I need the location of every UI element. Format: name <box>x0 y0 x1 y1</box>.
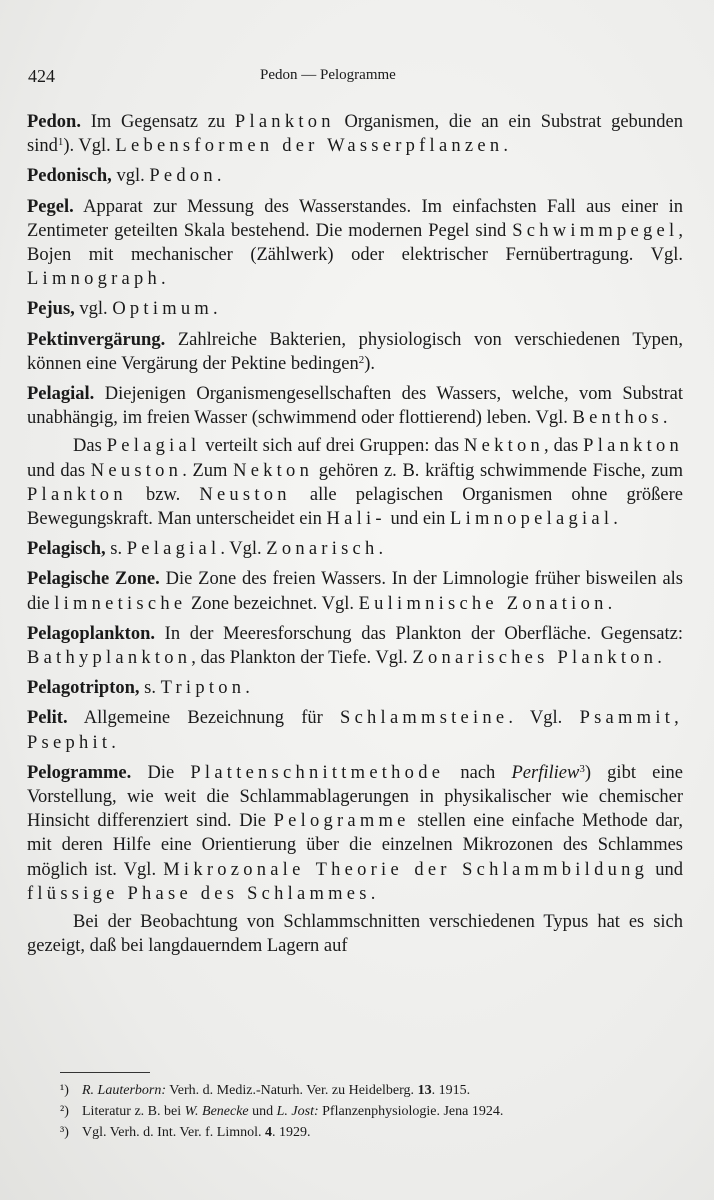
spaced-term: Zonarisches Plankton <box>412 648 658 669</box>
spaced-term: flüssige Phase des Schlammes <box>27 883 371 904</box>
text-run: L. Jost: <box>276 1104 319 1119</box>
text-run: Im Gegensatz zu <box>80 112 235 132</box>
text-run: stellen eine einfache Methode dar, mit deren Hilfe eine Orientierung über die einzelnen Mikrozonen des Schlammes möglich ist. Vgl. <box>27 811 683 880</box>
dictionary-entry <box>27 110 683 158</box>
text-run: . Vgl. <box>508 708 580 729</box>
text-run: und <box>648 859 684 880</box>
text-run: . <box>370 883 376 904</box>
text-run: . Vgl. <box>220 539 267 560</box>
text-run: , das <box>544 436 584 457</box>
spaced-term: Lebensformen der Wasserpflanzen <box>115 136 504 157</box>
text-run: . <box>213 299 218 320</box>
entry-term: Pejus, <box>27 299 75 320</box>
footnote-ref: 3 <box>579 762 585 775</box>
entry-term: Pelagotripton, <box>27 678 140 699</box>
spaced-term: Neuston <box>199 484 291 505</box>
dictionary-entry <box>27 567 683 615</box>
text-run: verteilt sich auf drei Gruppen: das <box>200 436 465 457</box>
footnote-mark: ¹) <box>60 1083 69 1098</box>
entry-term: Pektinvergärung. <box>27 329 166 350</box>
text-run: ) gibt eine Vorstellung, wie weit die Schlammablagerungen in physikalischer wie chemischer Hinsicht differenziert sind. Die <box>27 762 683 832</box>
entry-term: Pelit. <box>27 708 68 729</box>
text-run: Bei der Beobachtung von Schlammschnitten verschiedenen Typus hat es sich gezeigt, daß bei langdauerndem Lagern auf <box>27 912 683 957</box>
text-run: Organismen, die an ein Substrat gebunden sind <box>27 112 683 157</box>
text-run: s. <box>105 539 127 560</box>
footnote <box>60 1122 690 1143</box>
entry-term: Pedonisch, <box>27 166 112 187</box>
footnote-mark: ³) <box>60 1125 69 1140</box>
footnote-divider <box>60 1072 150 1073</box>
spaced-term: Hali- <box>326 509 386 530</box>
footnote-mark: ²) <box>60 1104 69 1119</box>
text-run: Literatur z. B. bei <box>82 1104 185 1119</box>
footnote <box>60 1080 690 1101</box>
spaced-term: Plankton <box>583 436 683 457</box>
dictionary-entry <box>27 164 683 188</box>
spaced-term: Nekton <box>233 460 314 481</box>
text-run: Die Zone des freien Wassers. In der Limnologie früher bisweilen als die <box>27 569 684 614</box>
text-run: . <box>503 136 508 157</box>
text-run: , Bojen mit mechanischer (Zählwerk) oder elektrischer Fernübertragung. Vgl. <box>27 220 683 266</box>
entry-term: Pelagial. <box>27 384 95 405</box>
text-run: nach <box>444 762 512 783</box>
text-run: . Zum <box>182 460 234 481</box>
dictionary-entry <box>27 676 683 700</box>
text-run: . <box>607 593 613 614</box>
spaced-term: Pelagial <box>126 539 221 560</box>
footnote <box>60 1101 690 1122</box>
text-run: . 1929. <box>272 1125 311 1140</box>
text-run: Die <box>131 762 191 783</box>
text-run: ). Vgl. <box>63 136 116 157</box>
text-run: Zahlreiche Bakterien, physiologisch von verschiedenen Typen, können eine Vergärung der Pektine bedingen <box>27 329 683 374</box>
spaced-term: Limnopelagial <box>450 509 614 530</box>
text-run: . <box>613 509 618 530</box>
dictionary-entry <box>27 537 683 561</box>
text-run: s. <box>139 678 161 699</box>
text-run: . <box>378 539 384 560</box>
dictionary-entry <box>27 382 683 430</box>
text-run: gehören z. B. kräftig schwimmende Fische, zum <box>313 460 683 481</box>
spaced-term: Psammit, Psephit <box>27 708 683 753</box>
spaced-term: Neuston <box>90 460 183 481</box>
text-run: Pflanzenphysiologie. Jena 1924. <box>318 1104 504 1119</box>
text-run: und <box>248 1104 277 1119</box>
text-run: vgl. <box>74 299 113 320</box>
dictionary-entry <box>27 297 683 321</box>
spaced-term: Schwimmpegel <box>512 220 679 241</box>
spaced-term: Plattenschnittmethode <box>190 762 445 783</box>
spaced-term: Plankton <box>27 484 127 505</box>
text-run: . <box>657 648 662 669</box>
spaced-term: Tripton <box>160 678 246 699</box>
text-run: vgl. <box>111 166 150 187</box>
text-run: W. Benecke <box>184 1104 249 1119</box>
spaced-term: Eulimnische Zonation <box>358 593 608 614</box>
spaced-term: Plankton <box>234 112 335 132</box>
spaced-term: limnetische <box>54 593 187 614</box>
text-run: . <box>216 166 222 187</box>
text-run: bzw. <box>126 484 200 505</box>
text-run: . <box>111 732 116 753</box>
spaced-term: Benthos <box>572 408 663 429</box>
text-run: und ein <box>385 509 451 530</box>
spaced-term: Schlammsteine <box>340 708 509 729</box>
spaced-term: Limnograph <box>27 269 162 290</box>
footnotes <box>60 1080 690 1143</box>
text-run: Diejenigen Organismengesellschaften des Wassers, welche, vom Substrat unabhängig, im freien Wasser (schwimmend oder flottierend) leben. Vgl. <box>27 384 683 429</box>
text-run: . 1915. <box>431 1083 471 1098</box>
dictionary-entries <box>27 110 683 963</box>
text-run: Das <box>73 436 107 457</box>
text-run: Verh. d. Mediz.-Naturh. Ver. zu Heidelberg. <box>166 1083 418 1098</box>
entry-term: Pelagoplankton. <box>27 623 155 644</box>
entry-term: Pelagische Zone. <box>27 569 160 590</box>
text-run: . <box>245 678 250 699</box>
footnote-ref: 1 <box>57 136 64 149</box>
text-run: ). <box>364 353 376 374</box>
text-run: , das Plankton der Tiefe. Vgl. <box>191 648 413 669</box>
text-run: 4 <box>265 1125 273 1140</box>
spaced-term: Bathyplankton <box>27 648 192 669</box>
text-run: R. Lauterborn: <box>82 1083 166 1098</box>
text-run: . <box>161 269 166 290</box>
spaced-term: Optimum <box>112 299 214 320</box>
text-run: 13 <box>417 1083 432 1098</box>
entry-term: Pegel. <box>27 196 74 217</box>
page-header <box>28 66 684 90</box>
dictionary-entry <box>27 195 683 292</box>
text-run: Perfiliew <box>511 762 580 783</box>
dictionary-entry <box>27 622 683 670</box>
spaced-term: Mikrozonale Theorie der Schlammbildung <box>163 859 649 880</box>
spaced-term: Pelogramme <box>273 811 410 832</box>
dictionary-entry <box>27 328 683 376</box>
text-run: und das <box>27 460 91 481</box>
running-head: Pedon — Pelogramme <box>260 67 396 83</box>
entry-continuation <box>27 434 683 531</box>
spaced-term: Nekton <box>464 436 545 457</box>
entry-term: Pelogramme. <box>27 762 132 783</box>
footnote-ref: 2 <box>358 353 365 366</box>
page-number: 424 <box>28 66 55 86</box>
entry-term: Pedon. <box>27 112 81 132</box>
text-run: Apparat zur Messung des Wasserstandes. Im einfachsten Fall aus einer in Zentimeter geteilten Skala bestehend. Die modernen Pegel sind <box>27 196 683 241</box>
text-run: Vgl. Verh. d. Int. Ver. f. Limnol. <box>82 1125 266 1140</box>
spaced-term: Pedon <box>149 166 217 187</box>
text-run: Allgemeine Bezeichnung für <box>67 708 341 729</box>
entry-continuation <box>27 910 683 958</box>
dictionary-entry <box>27 706 683 754</box>
dictionary-entry <box>27 761 683 906</box>
text-run: In der Meeresforschung das Plankton der Oberfläche. Gegensatz: <box>154 623 683 644</box>
text-run: Zone bezeichnet. Vgl. <box>186 593 359 614</box>
entry-term: Pelagisch, <box>27 539 106 560</box>
text-run: alle pelagischen Organismen ohne größere Bewegungskraft. Man unterscheidet ein <box>27 484 683 530</box>
spaced-term: Pelagial <box>106 436 201 457</box>
spaced-term: Zonarisch <box>266 539 379 560</box>
text-run: . <box>662 408 668 429</box>
